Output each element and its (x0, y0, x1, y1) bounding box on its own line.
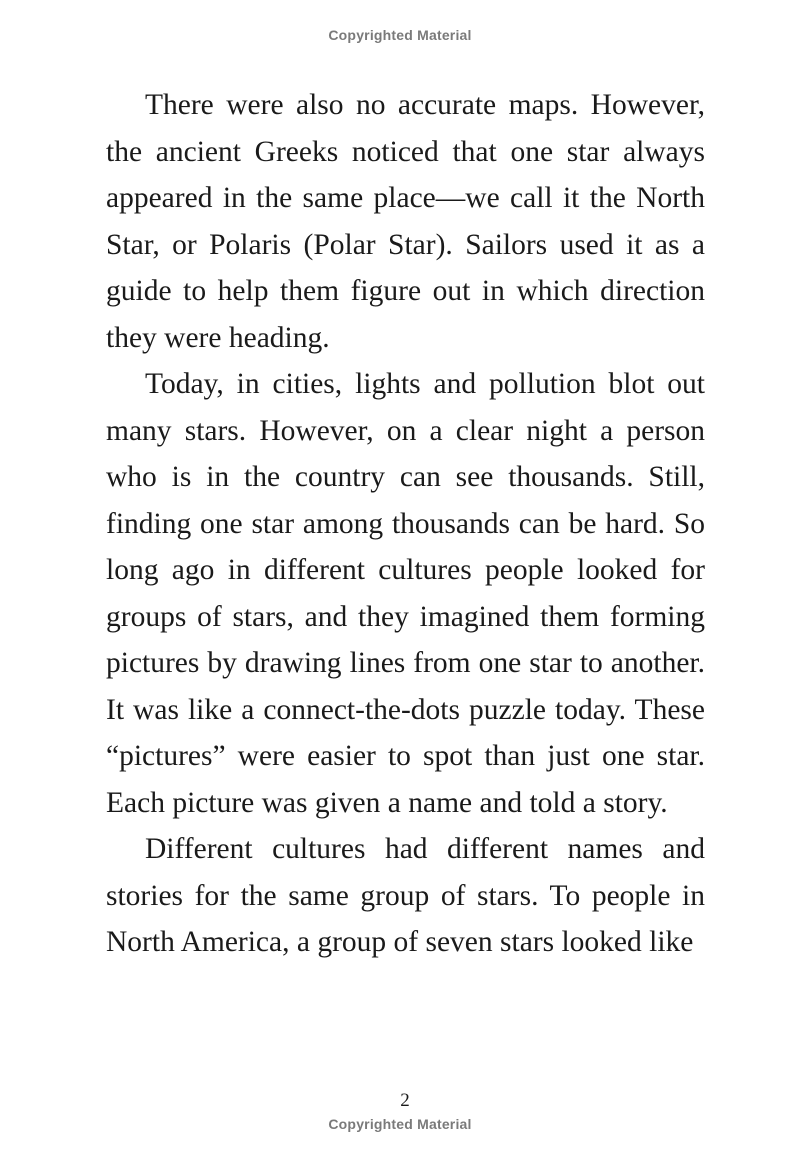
page-number: 2 (400, 1090, 410, 1111)
paragraph: Today, in cities, lights and pollution blot out many stars. However, on a clear night a person who is in the country can see thousands. Still, finding one star among thousands can be hard. So long ago in different cultures people looked for groups of stars, and they imagined them forming pictures by drawing lines from one star to another. It was like a connect-the-dots puzzle today. These “pictures” were easier to spot than just one star. Each picture was given a name and told a story. (106, 368, 705, 819)
copyright-watermark-bottom: Copyrighted Material (328, 1116, 472, 1132)
copyright-watermark-top: Copyrighted Material (328, 27, 472, 43)
paragraph: There were also no accurate maps. However, the ancient Greeks noticed that one star always appeared in the same place—we call it the North Star, or Polaris (Polar Star). Sailors used it as a guide to help them figure out in which direction they were heading. (106, 89, 705, 354)
paragraph: Different cultures had different names and stories for the same group of stars. To people in North America, a group of seven stars looked like (106, 833, 705, 958)
page-body (106, 82, 705, 966)
